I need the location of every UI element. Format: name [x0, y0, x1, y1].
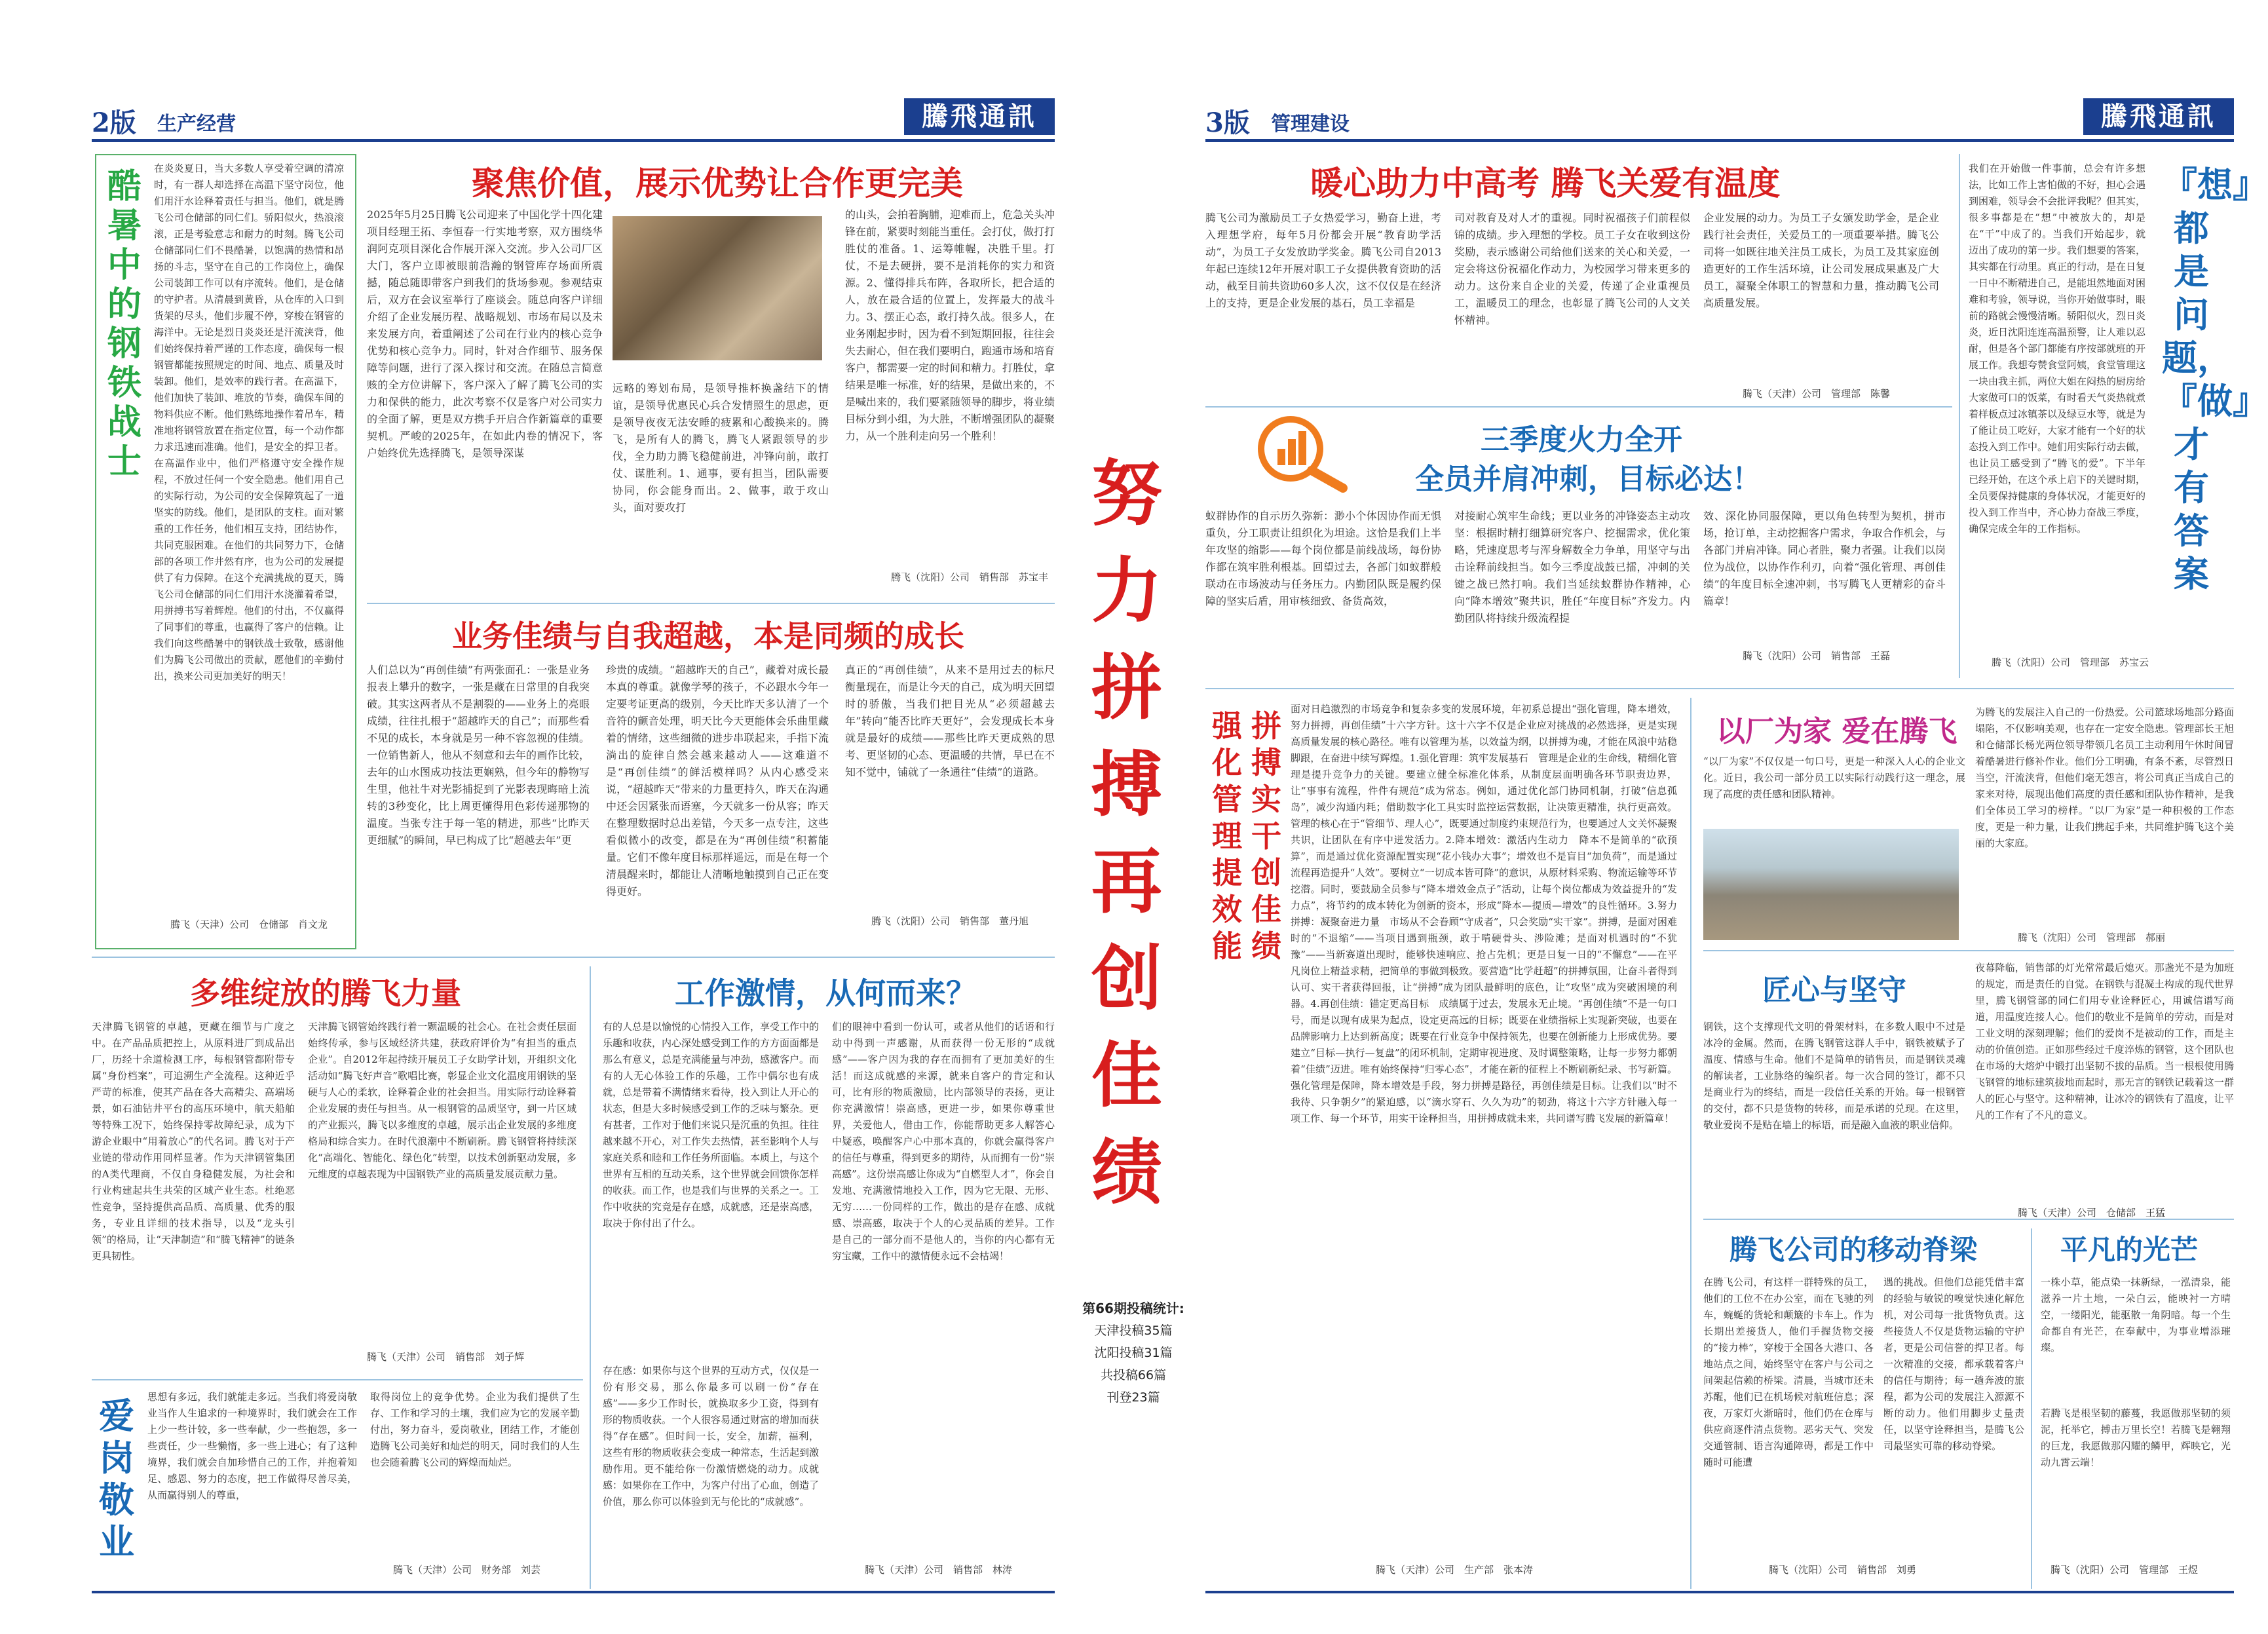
article-subtitle: 强化管理提效能 [1212, 708, 1242, 964]
newsletter-logo: 騰飛通訊 [2083, 98, 2234, 135]
article-signature: 腾飞（沈阳）公司 管理部 郝丽 [2018, 932, 2166, 943]
section-name: 管理建设 [1271, 113, 1350, 136]
article-body: 若腾飞是根坚韧的藤蔓，我愿做那坚韧的须泥，托举它，搏击万里长空！若腾飞是翱翔的巨龙，我愿做那闪耀的鳞甲，辉映它，光动九霄云端！ [2041, 1407, 2231, 1468]
article-signature: 腾飞（天津）公司 销售部 林涛 [865, 1564, 1013, 1576]
stats-line: 共投稿66篇 [1100, 1368, 1167, 1382]
article-body: 天津腾飞钢管的卓越，更藏在细节与广度之中。在产品品质把控上，从原料进厂到成品出厂，历经十余道检测工序，每根钢管都附带专属“身份档案”，可追溯生产全流程。这种近乎严苛的标准，使其产品在各大高精尖、高端场景，如石油钻井平台的高压环境中，航天船舶等特殊工况下，始终保持零故障纪录，成为下游企业眼中“用着放心”的代名词。腾飞对于产业链的带动作用同样显著。作为天津钢管集团的A类代理商，不仅自身稳健发展，为社会和行业构建起共生共荣的区域产业生态。杜绝恶性竞争，坚持提供高品质、高质量、优秀的服务，专业且详细的技术指导，以及“龙头引领”的格局，让“天津制造”和“腾飞精神”的链条更具韧性。 [92, 1021, 295, 1262]
article-body: 我们在开始做一件事前，总会有许多想法，比如工作上害怕做的不好，担心会遇到困难，领导会不会批评我呢？但其实，很多事都是在“想”中被放大的，却是在“干”中成了的。当我们开始起步，就迈出了成功的第一步。我们想要的答案，其实都在行动里。真正的行动，是在日复一日中不断精进自己，是能坦然地面对困难和考验，领导说，当你开始做事时，眼前的路就会慢慢清晰。骄阳似火，烈日炎炎，近日沈阳连连高温预警，让人难以忍耐，但是各个部门都能有序按部就班的开展工作。我想夸赞食堂阿姨，食堂管理这一块由我主抓，两位大姐在闷热的厨房给大家做可口的饭菜，有时看天气炎热就煮着样板点过冰镇茶以及绿豆水等，就是为了能让员工吃好，大家才能有一个好的状态投入到工作中。她们用实际行动去做，也让员工感受到了“腾飞的爱”。下半年已经开始，在这个承上启下的关键时期，全员要保持健康的身体状况，才能更好的投入到工作当中，齐心协力奋战三季度，确保完成全年的工作指标。 [1969, 162, 2146, 535]
article-body: 对接耐心筑牢生命线；更以业务的冲锋姿态主动攻坚：根据时精打细算研究客户、挖掘需求，优化策略，凭速度思考与浑身解数全力争单，用坚守与出击诠释前线担当。如今三季度战鼓已擂，冲刺的关键之战已然打响。我们当延续蚁群协作精神，心向“降本增效”聚共识，胜任“年度目标”齐发力。内勤团队将持续升级流程提 [1454, 510, 1690, 624]
article-body: 人们总以为“再创佳绩”有两张面孔：一张是业务报表上攀升的数字，一张是藏在日常里的自我突破。其实这两者从不是割裂的——业务上的亮眼成绩，往往扎根于“超越昨天的自己”；而那些看不见的成长，本身就是另一种不容忽视的佳绩。一位销售新人，他从不刻意和去年的画作比较，去年的山水图成功技法更娴熟，但今年的静物写生里，他社牛对光影捕捉到了光影表现晦暗上流转的3秒变化，比上周更懂得用色彩传递那物的温度。当张专注于每一笔的精进，那些“比昨天更细腻”的瞬间，早已构成了比“超越去年”更 [367, 664, 590, 846]
article-title: 多维绽放的腾飞力量 [190, 976, 461, 1011]
article-signature: 腾飞（沈阳）公司 管理部 王煜 [2051, 1564, 2199, 1576]
divider [590, 966, 591, 1589]
left-page [0, 0, 1074, 1634]
stats-line: 天津投稿35篇 [1094, 1323, 1173, 1338]
article-body: 们的眼神中看到一份认可，或者从他们的话语和行动中得到一声感谢，从而获得一份无形的“成就感”——客户因为我的存在而拥有了更加美好的生活！而这成就感的来源，就来自客户的肯定和认可，比有形的物质激励，比内部领导的表扬，更让你充满激情！崇高感，更进一步，如果你尊重世界，关爱他人，借由工作，你能帮助更多人解答心中疑惑，唤醒客户心中那本真的，你就会赢得客户的信任与尊重，得到更多的期待，从而拥有一份“崇高感”。这份崇高感让你成为“自燃型人才”，你会自发地、充满激情地投入工作，因为它无限、无形、无穷……一份同样的工作，做出的是存在感、成就感、崇高感，取决于个人的心灵品质的差异。工作是自己的一部分而不是他人的，当你的内心都有无穷宝藏，工作中的激情便永远不会枯竭！ [832, 1021, 1055, 1262]
article-signature: 腾飞（天津）公司 仓储部 肖文龙 [170, 919, 328, 930]
article-title: 工作激情，从何而来？ [675, 976, 976, 1011]
right-page-header [1205, 98, 2234, 139]
article-title: 腾飞公司的移动脊梁 [1729, 1234, 1978, 1266]
divider [92, 957, 1055, 958]
article-signature: 腾飞（沈阳）公司 销售部 董丹旭 [871, 915, 1029, 927]
footer-rule [92, 1591, 1055, 1593]
newsletter-logo: 騰飛通訊 [904, 98, 1055, 135]
workers-photo [1703, 829, 1959, 940]
divider [2031, 1228, 2032, 1589]
article-signature: 腾飞（沈阳）公司 销售部 刘勇 [1769, 1564, 1917, 1576]
article-body: 一株小草，能点染一抹新绿，一泓清泉，能滋养一片土地，一朵白云，能映衬一方晴空，一缕阳光，能驱散一角阴暗。每一个生命都自有光芒，在奉献中，为事业增添璀璨。 [2041, 1276, 2231, 1354]
slogan-text: 努力拼搏再创佳绩 [1091, 453, 1163, 1214]
divider [1205, 688, 2234, 689]
article-title: 『想』都是问题，『做』才有答案 [2162, 164, 2268, 595]
header-rule [92, 139, 1055, 142]
article-signature: 腾飞（天津）公司 生产部 张本涛 [1376, 1564, 1534, 1576]
stats-line: 刊登23篇 [1106, 1390, 1160, 1405]
stats-title: 第66期投稿统计: [1082, 1301, 1184, 1316]
article-title: 以厂为家 爱在腾飞 [1716, 715, 1957, 748]
article-body: 有的人总是以愉悦的心情投入工作，享受工作中的乐趣和收获，内心深处感受到工作的方方面面都是那么有意义，总是充满能量与冲劲，感激客户。而有的人无心体验工作的乐趣，工作中偶尔也有成就，总是带着不满情绪来看待，投入到让人开心的状态，但是大多时候感受到工作的乏味与繁杂。更有甚者，工作对于他们来说只是沉重的负担。往往越来越不开心，对工作失去热情，甚至影响个人与家庭关系和睦和工作任务所面临。本质上，与这个世界有互相的互动关系，这个世界就会回馈你怎样的收获。而工作，也是我们与世界的关系之一。工作中收获的究竟是存在感，成就感，还是崇高感，取决于你付出了什么。 [603, 1021, 820, 1229]
page-number: 2版 [92, 107, 136, 138]
article-body: 真正的“再创佳绩”，从来不是用过去的标尺衡量现在，而是让今天的自己，成为明天回望时的骄傲，当我们把目光从“必须超越去年”转向“能否比昨天更好”，会发现成长本身就是最好的成绩——那些比昨天更成熟的思考、更坚韧的心态、更温暖的共情，早已在不知不觉中，铺就了一条通往“佳绩”的道路。 [845, 664, 1055, 778]
article-title: 三季度火力全开 [1481, 423, 1682, 457]
article-body: 2025年5月25日腾飞公司迎来了中国化学十四化建项目经理王拓、李恒春一行实地考察，双方围绕华润阿克项目深化合作展开深入交流。步入公司厂区大门，客户立即被眼前浩瀚的钢管库存场面所震撼，随总随即带客户到我们的货场参观。参观结束后，双方在会议室举行了座谈会。随总向客户详细介绍了企业发展历程、战略规划、市场布局以及未来发展方向，着重阐述了公司在行业内的核心竞争优势和核心竞争力。同时，针对合作细节、服务保障等问题，进行了深入探讨和交流。在随总言简意赅的全方位讲解下，客户深入了解了腾飞公司的实力和保供的能力，此次考察不仅是客户对公司实力的全面了解，更是双方携手开启合作新篇章的重要契机。严峻的2025年，在如此内卷的情况下，客户始终优先选择腾飞，是领导深谋 [367, 208, 603, 459]
right-page [1179, 0, 2268, 1634]
page-number: 3版 [1205, 107, 1250, 138]
divider [1205, 406, 1952, 408]
article-title: 聚焦价值，展示优势让合作更完美 [472, 164, 963, 202]
article-body: 企业发展的动力。为员工子女颁发助学金，是企业践行社会责任，关爱员工的一项重要举措。腾飞公司将一如既往地关注员工成长，为员工及其家庭创造更好的工作生活环境，让公司发展成果惠及广大员工，凝聚全体职工的智慧和力量，推动腾飞公司高质量发展。 [1703, 212, 1939, 309]
article-body: 效、深化协同服保障，更以角色转型为契机，拼市场，抢订单，主动挖掘客户需求，争取合作机会，与各部门并肩冲锋。同心者胜，聚力者强。让我们以岗位为战位，以协作作利刃，向着“强化管理、再创佳绩”的年度目标全速冲刺，书写腾飞人更精彩的奋斗篇章！ [1703, 510, 1946, 607]
article-body: 存在感：如果你与这个世界的互动方式，仅仅是一份有形交易，那么你最多可以刷一份“存在感”——多少工作时长，就换取多少工资，得到有形的物质收获。一个人很容易通过财富的增加而获得“存在感”。但时间一长，安全，加薪，福利，这些有形的物质收获会变成一种常态，生活起到激励作用。更不能给你一份激情燃烧的动力。成就感：如果你在工作中，为客户付出了心血，创造了价值，那么你可以体验到无与伦比的“成就感”。 [603, 1365, 820, 1508]
meeting-photo [613, 216, 822, 360]
article-body: 取得岗位上的竞争优势。企业为我们提供了生存、工作和学习的土壤，我们应为它的发展辛勤付出，努力奋斗，爱岗敬业，团结工作，才能创造腾飞公司美好和灿烂的明天，同时我们的人生也会随着腾飞公司的辉煌而灿烂。 [370, 1391, 580, 1468]
article-title: 匠心与坚守 [1762, 974, 1906, 1007]
article-signature: 腾飞（沈阳）公司 管理部 苏宝云 [1992, 656, 2149, 668]
article-title: 爱岗敬业 [99, 1396, 134, 1563]
article-title: 平凡的光芒 [2060, 1234, 2199, 1266]
submission-stats [1078, 1297, 1189, 1409]
article-subtitle: 全员并肩冲刺，目标必达！ [1415, 463, 1761, 496]
article-body: 面对日趋激烈的市场竞争和复杂多变的发展环境，年初系总提出“强化管理，降本增效，努力拼搏，再创佳绩”十六字方针。这十六字不仅是企业应对挑战的必然选择，更是实现高质量发展的核心路径。唯有以管理为基，以效益为纲，以拼搏为魂，才能在风浪中站稳脚跟，在奋进中续写辉煌。1.强化管理：筑牢发展基石 管理是企业的生命线，精细化管理是提升竞争力的关键。要建立健全标准化体系，从制度层面明确各环节职责边界，让“事事有流程，件件有规范”成为常态。例如，通过优化部门协同机制，打破“信息孤岛”，减少沟通内耗；借助数字化工具实时监控运营数据，让决策更精准，执行更高效。管理的核心在于“管细节、理人心”，既要通过制度约束规范行为，也要通过人文关怀凝聚共识，让团队在有序中迸发活力。2.降本增效：激活内生动力 降本不是简单的“砍预算”，而是通过优化资源配置实现“花小钱办大事”；增效也不是盲目“加负荷”，而是通过流程再造提升“人效”。要树立“一切成本皆可降”的意识，从原材料采购、物流运输等环节挖潜。同时，要鼓励全员参与“降本增效金点子”活动，让每个岗位都成为效益提升的“发力点”，将节约的成本转化为创新的资本，形成“降本—提质—增效”的良性循环。3.努力拼搏：凝聚奋进力量 市场从不会眷顾“守成者”，只会奖励“实干家”。拼搏，是面对困难时的“不退缩”——当项目遇到瓶颈，敢于啃硬骨头、涉险滩；是面对机遇时的“不犹豫”——当新赛道出现时，能够快速响应、抢占先机；更是日复一日的“不懈怠”——在平凡岗位上精益求精，把简单的事做到极致。要营造“比学赶超”的拼搏氛围，让奋斗者得到认可、实干者获得回报，让“拼搏”成为团队最鲜明的底色，让“攻坚”成为突破困境的利器。4.再创佳绩：锚定更高目标 成绩属于过去，发展永无止境。“再创佳绩”不是一句口号，而是以现有成果为起点，设定更高远的目标；既要在业绩指标上实现新突破，也要在品牌影响力上达到新高度；既要在行业竞争中保持领先，也要在创新能力上形成优势。要建立“目标—执行—复盘”的闭环机制，定期审视进度、及时调整策略，让每一步努力都朝着“佳绩”迈进。唯有始终保持“归零心态”，才能在新的征程上不断刷新纪录、书写新篇。强化管理是保障，降本增效是手段，努力拼搏是路径，再创佳绩是目标。让我们以“时不我待、只争朝夕”的紧迫感，以“滴水穿石、久久为功”的韧劲，将这十六字方针融入每一项工作、每一个环节，用实干诠释担当，用拼搏成就未来，共同谱写腾飞发展的新篇章！ [1291, 703, 1677, 1124]
section-name: 生产经营 [157, 113, 236, 136]
divider [1703, 950, 2234, 951]
article-body: 腾飞公司为激励员工子女热爱学习，勤奋上进，考入理想学府，每年5月份都会开展“教育助学活动”，为员工子女发放助学奖金。腾飞公司自2013年起已连续12年开展对职工子女提供教育资助的活动，截至目前共资助60多人次，这不仅仅是在经济上的支持，更是企业发展的基石，员工幸福是 [1205, 212, 1441, 309]
divider [92, 1379, 583, 1380]
stats-line: 沈阳投稿31篇 [1094, 1346, 1173, 1360]
article-title: 暖心助力中高考 腾飞关爱有温度 [1310, 164, 1781, 202]
article-body: 钢铁，这个支撑现代文明的骨架材料，在多数人眼中不过是冰冷的金属。然而，在腾飞钢管这群人手中，钢铁被赋予了温度、情感与生命。他们不是简单的销售员，而是钢铁灵魂的解读者，工业脉络的编织者。每一次合同的签订，都不只是商业行为的终结，而是一段信任关系的开始。每一根钢管的交付，都不只是货物的转移，而是承诺的兑现。在这里，敬业爱岗不是贴在墙上的标语，而是融入血液的职业信仰。 [1703, 1021, 1965, 1131]
article-signature: 腾飞（天津）公司 销售部 刘子辉 [367, 1351, 525, 1363]
article-signature: 腾飞（天津）公司 财务部 刘芸 [393, 1564, 541, 1576]
article-body: 天津腾飞钢管始终践行着一颗温暖的社会心。在社会责任层面始终传承，参与区域经济共建，获政府评价为“有担当的重点企业”。自2012年起持续开展员工子女助学计划，开组织文化活动如“腾飞好声音”歌唱比赛，彰显企业文化温度用钢铁的坚硬与人心的柔软，诠释着企业的社会担当。用实际行动诠释着企业发展的责任与担当。从一根钢管的品质坚守，到一片区域的产业振兴，腾飞以多维度的卓越，展示出企业发展的多维度格局和综合实力。在时代浪潮中不断刷新。腾飞钢管将持续深化“高端化、智能化、绿色化”转型，以技术创新驱动发展，多元维度的卓越表现为中国钢铁产业的高质量发展贡献力量。 [308, 1021, 576, 1180]
footer-rule [1205, 1591, 2234, 1593]
header-rule [1205, 139, 2234, 142]
article-body: 远略的筹划布局，是领导推杯换盏结下的情谊，是领导优惠民心兵合发情照生的思虑，更是领导夜夜无法安睡的疲累和心酸换来的。腾飞，是所有人的腾飞，腾飞人紧跟领导的步伐，全力助力腾飞稳健前进，冲锋向前，敢打仗、谋胜利。1、通事，要有担当，团队需要协同，你会能身而出。2、做事，敢于攻山头，面对要攻打 [613, 382, 829, 514]
article-body: “以厂为家”不仅仅是一句口号，更是一种深入人心的企业文化。近日，我公司一部分员工以实际行动践行这一理念，展现了高度的责任感和团队精神。 [1703, 755, 1965, 800]
article-body: 在炎炎夏日，当大多数人享受着空调的清凉时，有一群人却选择在高温下坚守岗位，他们用汗水诠释着责任与担当。他们，就是腾飞公司仓储部的同仁们。骄阳似火，热浪滚滚，正是考验意志和耐力的时刻。腾飞公司仓储部同仁们不畏酷暑，以饱满的热情和昂扬的斗志，坚守在自己的工作岗位上，确保公司装卸工作可以有序流转。他们，是仓储的守护者。从清晨到黄昏，从仓库的入口到货架的尽头，他们步履不停，穿梭在钢管的海洋中。无论是烈日炎炎还是汗流浃背，他们始终保持着严谨的工作态度，确保每一根钢管都能按照规定的时间、地点、质量及时装卸。他们，是效率的践行者。在高温下，他们加快了装卸、堆放的节奏，确保车间的物料供应不断。他们熟练地操作着吊车，精准地将钢管放置在指定位置，每一个动作都力求迅速而准确。他们，是安全的捍卫者。在高温作业中，他们严格遵守安全操作规程，不放过任何一个安全隐患。他们用自己的实际行动，为公司的安全保障筑起了一道坚实的防线。他们，是团队的支柱。面对繁重的工作任务，他们相互支持，团结协作，共同克服困难。在他们的共同努力下，仓储部的各项工作井然有序，也为公司的发展提供了有力保障。在这个充满挑战的夏天，腾飞公司仓储部的同仁们用汗水浇灌着希望，用拼搏书写着辉煌。他们的付出，不仅赢得了同事们的尊重，也赢得了客户的信赖。让我们向这些酷暑中的钢铁战士致敬，感谢他们为腾飞公司做出的贡献，愿他们的辛勤付出，换来公司更加美好的明天！ [154, 162, 344, 682]
article-signature: 腾飞（沈阳）公司 销售部 苏宝丰 [891, 571, 1049, 583]
article-signature: 腾飞（天津）公司 仓储部 王猛 [2018, 1207, 2166, 1219]
article-body: 珍贵的成绩。“超越昨天的自己”，藏着对成长最本真的尊重。就像学琴的孩子，不必跟水今年一定要考证更高的级别，今天比昨天多认清了一个音符的颤音处理，明天比今天更能体会乐曲里藏着的情绪，这些细微的进步串联起来，手指下流淌出的旋律自然会越来越动人——这难道不是“再创佳绩”的鲜活模样吗？从内心感受来说，“超越昨天”带来的力量更持久，昨天在沟通中还会因紧张而语塞，今天就多一份从容；昨天在整理数据时总出差错，今天多一点专注，这些看似微小的改变，都是在为“再创佳绩”积蓄能量。它们不像年度目标那样遥远，而是在每一个清晨醒来时，都能让人清晰地触摸到自己正在变得更好。 [606, 664, 829, 898]
flame-chart-icon [1251, 413, 1350, 491]
divider [367, 603, 1055, 604]
article-signature: 腾飞（沈阳）公司 销售部 王磊 [1743, 650, 1891, 662]
article-body: 司对教育及对人才的重视。同时祝福孩子们前程似锦的成绩。步入理想的学校。员工子女在收到这份奖励，表示感谢公司给他们送来的关心和关爱，一定会将这份祝福化作动力，为校园学习带来更多的动力。这份来自企业的关爱，传递了企业重视员工，温暖员工的理念，也彰显了腾飞公司的人文关怀精神。 [1454, 212, 1690, 326]
article-body: 在腾飞公司，有这样一群特殊的员工，他们的工位不在办公室，而在飞驰的列车，蜿蜒的货轮和颠簸的卡车上。作为长期出差接货人，他们手握货物交接的“接力棒”，穿梭于全国各大港口、各地站点之间，始终坚守在客户与公司之间架起信赖的桥梁。清晨，当城市还未苏醒，他们已在机场候对航班信息；深夜，万家灯火渐暗时，他们仍在仓库与供应商逐件清点货物。恶劣天气、突发交通管制、语言沟通障碍，都是工作中随时可能遭 [1703, 1276, 1874, 1468]
article-body: 夜幕降临，销售部的灯光常常最后熄灭。那盏光不是为加班的规定，而是责任的自觉。在钢铁与混凝土构成的现代世界里，腾飞钢管部的同仁们用专业诠释匠心，用诚信谱写商道，用温度连接人心。他们的敬业不是简单的劳动，而是对工业文明的深刻理解；他们的爱岗不是被动的工作，而是主动的价值创造。正如那些经过千度淬炼的钢管，这个团队也在市场的大熔炉中锻打出坚韧不拔的品质。当一根根使用腾飞钢管的地标建筑拔地而起时，那无言的钢铁记载着这一群人的匠心与坚守。这种精神，让冰冷的钢铁有了温度，让平凡的工作有了不凡的意义。 [1975, 962, 2234, 1121]
article-body: 蚁群协作的自示历久弥新：渺小个体因协作而无惧重负，分工职责让组织化为坦途。这恰是我们上半年攻坚的缩影——每个岗位都是前线战场，每份协作都在筑牢胜利根基。回望过去，各部门如蚁群般联动在市场波动与任务压力。内勤团队既是履约保障的坚实后盾，用审核细致、备货高效， [1205, 510, 1441, 607]
divider [1703, 1219, 2234, 1220]
divider [1959, 154, 1960, 678]
divider [1690, 698, 1692, 1589]
center-slogan [1078, 446, 1176, 1221]
article-title: 拼搏实干创佳绩 [1251, 708, 1281, 964]
article-title: 业务佳绩与自我超越，本是同频的成长 [452, 618, 964, 654]
article-title: 酷暑中的钢铁战士 [107, 167, 142, 482]
article-body: 为腾飞的发展注入自己的一份热爱。公司篮球场地部分路面塌陷，不仅影响美观，也存在一定安全隐患。管理部长王旭和仓储部长杨光两位领导带领几名员工主动利用午休时间冒着酷暑进行修补作业。他们分工明确，有条不紊，尽管烈日当空，汗流浃背，但他们毫无怨言，将公司真正当成自己的家来对待，展现出他们高度的责任感和团队协作精神，是我们全体员工学习的榜样。“以厂为家”是一种积极的工作态度，更是一种力量，让我们携起手来，共同维护腾飞这个美丽的大家庭。 [1975, 706, 2234, 849]
article-body: 的山头，会拍着胸脯，迎难而上，危急关头冲锋在前，紧要时刻能当重任。会打仗，做打打胜仗的准备。1、运筹帷幄，决胜千里。打仗，不是去硬拼，要不是消耗你的实力和资源。2、懂得排兵布阵，各取所长，把合适的人，放在最合适的位置上，发挥最大的战斗力。3、摆正心态，敢打持久战。很多人，在业务刚起步时，因为看不到短期回报，往往会失去耐心，但在我们要明白，跑通市场和培育客户，都需要一定的时间和精力。打胜仗，拿结果是唯一标准，好的结果，是做出来的，不是喊出来的，我们要紧随领导的脚步，将业绩目标分到小组，为大胜，不断增强团队的凝聚力，从一个胜利走向另一个胜利！ [845, 208, 1055, 442]
left-page-header [92, 98, 1055, 139]
article-signature: 腾飞（天津）公司 管理部 陈馨 [1743, 388, 1891, 400]
article-body: 遇的挑战。但他们总能凭借丰富的经验与敏锐的嗅觉快速化解危机，对公司每一批货物负责。这些接货人不仅是货物运输的守护者，更是公司信誉的捍卫者。每一次精准的交接，都承载着客户的信任与期待；每一趟奔波的旅程，都为公司的发展注入源源不断的动力。他们用脚步丈量责任，以坚守诠释担当，是腾飞公司最坚实可靠的移动脊梁。 [1883, 1276, 2024, 1452]
article-body: 思想有多远，我们就能走多远。当我们将爱岗敬业当作人生追求的一种境界时，我们就会在工作上少一些计较，多一些奉献，少一些抱怨，多一些责任，少一些懒惰，多一些上进心；有了这种境界，我们就会自加珍惜自己的工作，并抱着知足、感恩、努力的态度，把工作做得尽善尽美，从而赢得别人的尊重， [147, 1391, 357, 1501]
